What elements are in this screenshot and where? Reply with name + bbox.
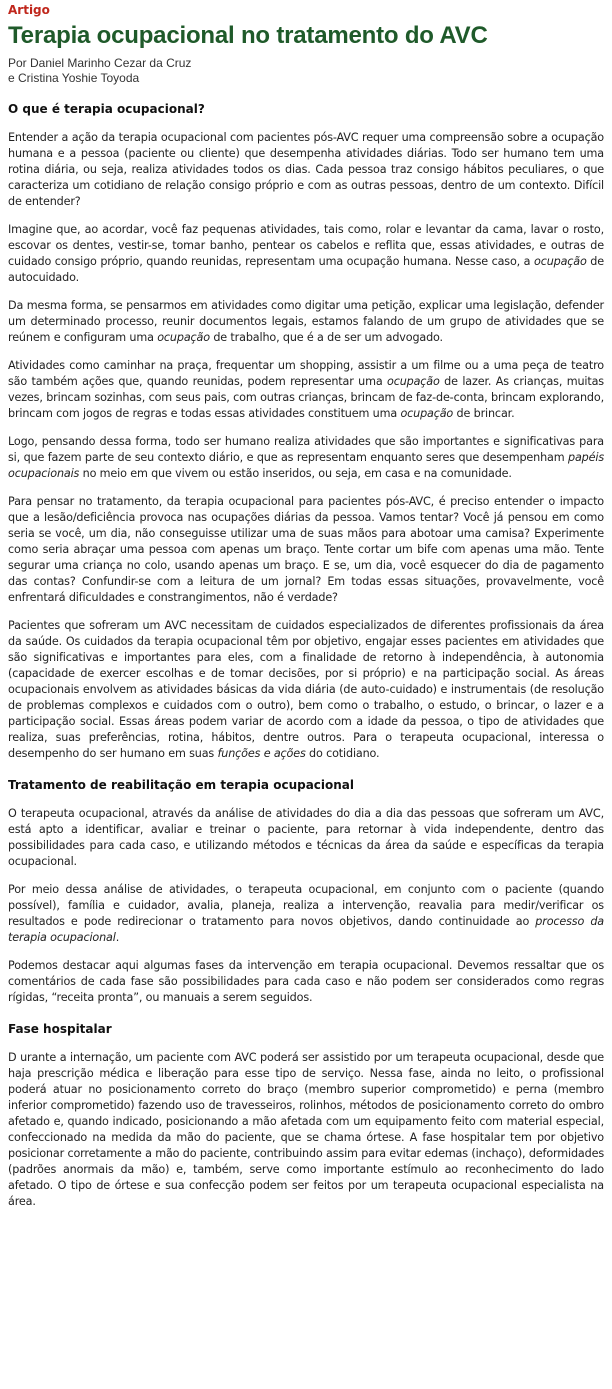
emphasis: ocupação <box>534 255 587 268</box>
text-run: Da mesma forma, se pensarmos em atividades como digitar uma petição, explicar uma legislação, defender um determinado processo, reunir documentos legais, estamos falando de um grupo de atividades que se reúnem e configuram uma <box>8 299 604 344</box>
emphasis: funções e ações <box>217 747 306 760</box>
emphasis: ocupação <box>400 407 454 420</box>
text-run: Imagine que, ao acordar, você faz pequenas atividades, tais como, rolar e levantar da cama, lavar o rosto, escovar os dentes, vestir-se, tomar banho, pentear os cabelos e reflita que, essas atividades, e outras de cuidado consigo próprio, quando reunidas, representam uma ocupação humana. Nesse caso, a <box>8 223 604 268</box>
emphasis: processo da terapia ocupacional <box>8 915 604 944</box>
text-run: Pacientes que sofreram um AVC necessitam de cuidados especializados de diferentes profissionais da área da saúde. Os cuidados da terapia ocupacional têm por objetivo, engajar esses pacientes em atividades que são significativas e importantes para eles, com a finalidade de retorno à independência, à autonomia (capacidade de exercer escolhas e de tomar decisões, por si próprio) e na participação social. As áreas ocupacionais envolvem as atividades básicas da vida diária (de auto-cuidado) e instrumentais (de resolução de problemas complexos e cuidados com o outro), bem como o trabalho, o estudo, o brincar, o lazer e a participação social. Essas áreas podem variar de acordo com a idade da pessoa, o tipo de atividades que realiza, suas preferências, rotina, hábitos, dentre outros. Para o terapeuta ocupacional, interessa o desempenho do ser humano em suas <box>8 619 604 760</box>
emphasis: ocupação <box>157 331 210 344</box>
emphasis: ocupação <box>387 375 440 388</box>
paragraph <box>8 358 604 422</box>
author-line-2: e Cristina Yoshie Toyoda <box>8 71 140 85</box>
heading-hospital-phase: Fase hospitalar <box>8 1022 112 1036</box>
text-run: de lazer. As crianças, muitas vezes, brincam sozinhas, com seus pais, com outras crianças, brincam de faz-de-conta, brincam explorando, brincam com jogos de regras e todas essas atividades constituem uma <box>8 375 604 420</box>
paragraph: O terapeuta ocupacional, através da análise de atividades do dia a dia das pessoas que sofreram um AVC, está apto a identificar, avaliar e treinar o paciente, para retornar à vida independente, dentro das possibilidades para cada caso, e utilizando métodos e técnicas da área da saúde e específicas da terapia ocupacional. <box>8 807 604 868</box>
paragraph <box>8 298 604 346</box>
text-run: de brincar. <box>453 407 515 420</box>
text-run: do cotidiano. <box>305 747 380 760</box>
text-run: Por meio dessa análise de atividades, o terapeuta ocupacional, em conjunto com o paciente (quando possível), família e cuidador, avalia, planeja, realiza a intervenção, reavalia para medir/verificar os resultados e pode redirecionar o tratamento para novos objetivos, dando continuidade ao <box>8 883 604 928</box>
text-run: de autocuidado. <box>8 255 604 284</box>
article-title: Terapia ocupacional no tratamento do AVC <box>8 22 488 49</box>
paragraph <box>8 618 604 762</box>
paragraph <box>8 434 604 482</box>
text-run: Atividades como caminhar na praça, frequentar um shopping, assistir a um filme ou a uma peça de teatro são também ações que, quando reunidas, podem representar uma <box>8 359 604 388</box>
text-run: no meio em que vivem ou estão inseridos, ou seja, em casa e na comunidade. <box>79 467 512 480</box>
paragraph: Podemos destacar aqui algumas fases da intervenção em terapia ocupacional. Devemos ressaltar que os comentários de cada fase são possibilidades para cada caso e não podem ser considerados como regras rígidas, “receita pronta”, ou manuais a serem seguidos. <box>8 959 604 1004</box>
text-run: Logo, pensando dessa forma, todo ser humano realiza atividades que são importantes e significativas para si, que fazem parte de seu contexto diário, e que as representam enquanto seres que desempenham <box>8 435 604 464</box>
emphasis: papéis ocupacionais <box>8 451 604 480</box>
paragraph <box>8 882 604 946</box>
text-run: . <box>115 931 120 944</box>
heading-rehab-treatment: Tratamento de reabilitação em terapia ocupacional <box>8 778 355 792</box>
section-kicker: Artigo <box>8 3 50 17</box>
heading-what-is-ot: O que é terapia ocupacional? <box>8 102 205 116</box>
paragraph <box>8 222 604 286</box>
paragraph: Para pensar no tratamento, da terapia ocupacional para pacientes pós-AVC, é preciso entender o impacto que a lesão/deficiência provoca nas ocupações diárias da pessoa. Vamos tentar? Você já pensou em como seria se você, um dia, não conseguisse utilizar uma de suas mãos para abotoar uma camisa? Experimente como seria abraçar uma pessoa com apenas um braço. Tente cortar um bife com apenas uma mão. Tente segurar uma criança no colo, usando apenas um braço. E se, um dia, você esquecer do dia de pagamento das contas? Confundir-se com a leitura de um jornal? Em todas essas situações, provavelmente, você enfrentará dificuldades e constrangimentos, não é verdade? <box>8 495 604 604</box>
byline <box>8 56 604 86</box>
author-line-1: Por Daniel Marinho Cezar da Cruz <box>8 56 192 70</box>
paragraph: Entender a ação da terapia ocupacional com pacientes pós-AVC requer uma compreensão sobre a ocupação humana e a pessoa (paciente ou cliente) que desempenha atividades diárias. Todo ser humano tem uma rotina diária, ou seja, realiza atividades todos os dias. Cada pessoa traz consigo hábitos peculiares, o que caracteriza um cotidiano de relação consigo próprio e com as outras pessoas, dentro de um contexto. Difícil de entender? <box>8 131 604 208</box>
article <box>0 2 612 1210</box>
text-run: de trabalho, que é a de ser um advogado. <box>209 331 443 344</box>
paragraph: D urante a internação, um paciente com AVC poderá ser assistido por um terapeuta ocupacional, desde que haja prescrição médica e liberação para esse tipo de serviço. Nessa fase, ainda no leito, o profissional poderá atuar no posicionamento correto do braço (membro superior comprometido) e perna (membro inferior comprometido) fazendo uso de travesseiros, rolinhos, métodos de posicionamento correto do ombro afetado e, quando indicado, posicionando a mão afetada com um equipamento feito com material especial, confeccionado na medida da mão do paciente, que se chama órtese. A fase hospitalar tem por objetivo posicionar corretamente a mão do paciente, contribuindo assim para evitar edemas (inchaço), deformidades (padrões anormais da mão) e, também, serve como importante estímulo ao reconhecimento do lado afetado. O tipo de órtese e sua confecção podem ser feitos por um terapeuta ocupacional especialista na área. <box>8 1051 604 1208</box>
